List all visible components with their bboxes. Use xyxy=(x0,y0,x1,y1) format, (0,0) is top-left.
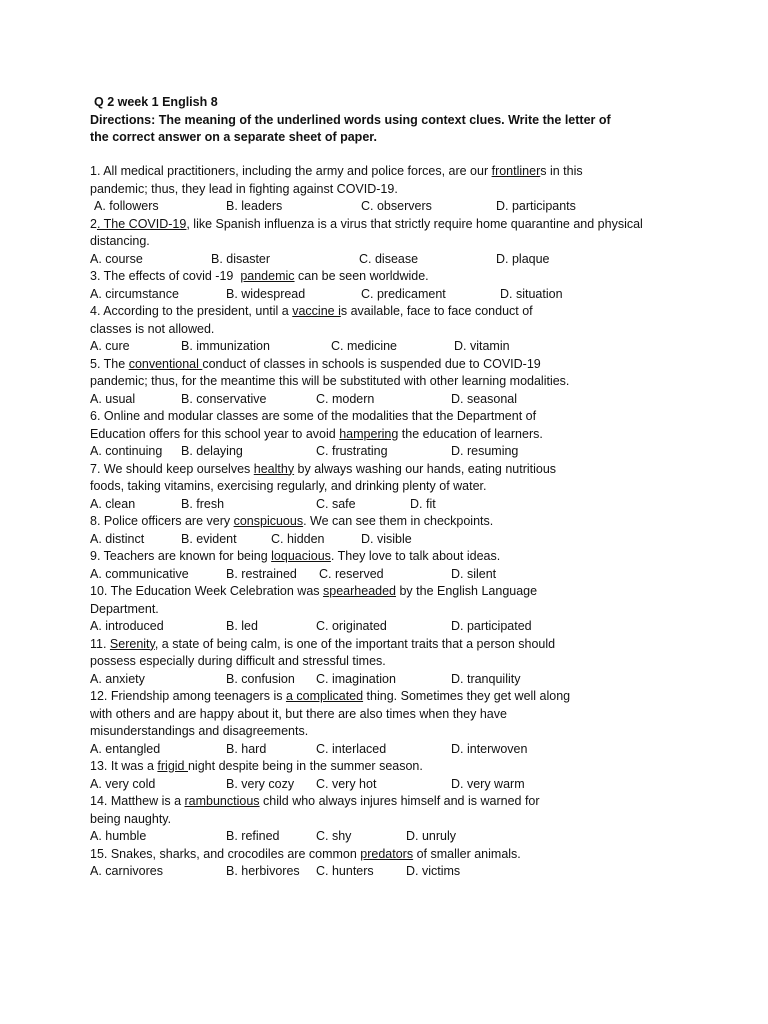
answer-choice: C. medicine xyxy=(331,339,397,353)
answer-choices xyxy=(90,863,650,881)
answer-choice: C. originated xyxy=(316,619,387,633)
answer-choice: D. silent xyxy=(451,566,497,581)
question-item xyxy=(90,758,650,793)
underlined-word: . The COVID-19, xyxy=(96,216,190,231)
underlined-word: spearheaded xyxy=(323,584,396,598)
question-text: 6. Online and modular classes are some of the modalities that the Department of xyxy=(90,409,537,423)
question-text: 3. The effects of covid -19 xyxy=(90,269,241,283)
question-text-line xyxy=(90,373,650,391)
answer-choice: C. shy xyxy=(316,829,352,843)
question-item xyxy=(90,636,650,689)
question-text: possess especially during difficult and stressful times. xyxy=(90,654,386,668)
underlined-word: vaccine i xyxy=(292,304,341,318)
question-text-line xyxy=(90,688,650,706)
question-text: , a state of being calm, is one of the important traits that a person should xyxy=(154,636,556,651)
worksheet-header xyxy=(90,94,650,147)
question-text: . We can see them in checkpoints. xyxy=(303,514,494,528)
question-text: 12. Friendship among teenagers is xyxy=(90,689,286,703)
answer-choice: B. delaying xyxy=(181,444,243,458)
answer-choice: C. disease xyxy=(359,251,419,266)
answer-choice: B. led xyxy=(226,619,258,633)
question-text-line xyxy=(90,478,650,496)
question-text: s in this xyxy=(540,164,583,178)
question-text-line xyxy=(90,723,650,741)
answer-choice: A. introduced xyxy=(90,619,164,633)
question-text: classes is not allowed. xyxy=(90,321,215,336)
answer-choice: C. hunters xyxy=(316,864,374,878)
answer-choices xyxy=(90,496,650,514)
answer-choice: A. course xyxy=(90,251,143,266)
question-text: pandemic; thus, for the meantime this will be substituted with other learning modalities. xyxy=(90,374,570,388)
answer-choice: C. safe xyxy=(316,496,356,511)
question-item xyxy=(90,216,650,269)
question-text: 13. It was a xyxy=(90,759,158,773)
answer-choice: A. clean xyxy=(90,496,136,511)
question-text-line xyxy=(90,426,650,444)
answer-choice: B. restrained xyxy=(226,566,297,581)
question-text: being naughty. xyxy=(90,811,172,826)
answer-choices xyxy=(90,338,650,356)
answer-choices xyxy=(90,828,650,846)
question-text: pandemic; thus, they lead in fighting against COVID-19. xyxy=(90,181,398,196)
page-title: Q 2 week 1 English 8 xyxy=(94,95,218,109)
answer-choice: A. continuing xyxy=(90,444,163,458)
answer-choice: B. herbivores xyxy=(226,864,300,878)
question-text: like Spanish influenza is a virus that strictly require home quarantine and physical xyxy=(189,216,643,231)
answer-choice: A. circumstance xyxy=(90,286,179,301)
question-text-line xyxy=(90,356,650,374)
answer-choice: C. hidden xyxy=(271,531,325,546)
question-item xyxy=(90,513,650,548)
answer-choice: A. anxiety xyxy=(90,671,145,686)
underlined-word: conspicuous xyxy=(233,514,304,528)
question-text-line xyxy=(90,216,650,234)
answer-choice: C. frustrating xyxy=(316,444,388,458)
answer-choices xyxy=(90,198,650,216)
answer-choice: A. cure xyxy=(90,339,130,353)
answer-choice: C. interlaced xyxy=(316,741,387,756)
question-item xyxy=(90,793,650,846)
answer-choice: A. communicative xyxy=(90,566,189,581)
question-item xyxy=(90,846,650,881)
underlined-word: conventional xyxy=(128,356,203,371)
answer-choice: D. very warm xyxy=(451,776,525,791)
question-text-line xyxy=(90,303,650,321)
answer-choices xyxy=(90,286,650,304)
question-text-line xyxy=(90,636,650,654)
answer-choice: B. leaders xyxy=(226,199,283,213)
question-item xyxy=(90,461,650,514)
answer-choice: D. participants xyxy=(496,199,576,213)
answer-choices xyxy=(90,741,650,759)
answer-choice: D. unruly xyxy=(406,829,457,843)
question-text-line xyxy=(90,583,650,601)
underlined-word: Serenity xyxy=(109,636,155,651)
answer-choice: C. observers xyxy=(361,199,432,213)
underlined-word: a complicated xyxy=(285,689,364,703)
question-text: foods, taking vitamins, exercising regularly, and drinking plenty of water. xyxy=(90,479,487,493)
answer-choice: A. usual xyxy=(90,391,136,406)
answer-choice: D. interwoven xyxy=(451,741,528,756)
answer-choice: D. fit xyxy=(410,496,436,511)
question-item xyxy=(90,548,650,583)
directions-line: Directions: The meaning of the underlined words using context clues. Write the letter of xyxy=(90,112,611,127)
answer-choices xyxy=(90,391,650,409)
question-text-line xyxy=(90,408,650,426)
answer-choice: B. confusion xyxy=(226,671,295,686)
answer-choice: D. plaque xyxy=(496,251,550,266)
question-text: 11. xyxy=(90,636,110,651)
underlined-word: loquacious xyxy=(271,549,331,563)
question-text: 7. We should keep ourselves xyxy=(90,461,254,476)
question-item xyxy=(90,163,650,216)
question-item xyxy=(90,303,650,356)
question-text-line xyxy=(90,461,650,479)
question-text: 5. The xyxy=(90,356,129,371)
question-text-line xyxy=(90,233,650,251)
question-text-line xyxy=(90,513,650,531)
answer-choice: D. situation xyxy=(500,286,563,301)
question-text: child who always injures himself and is warned for xyxy=(259,794,540,808)
answer-choice: B. fresh xyxy=(181,496,225,511)
question-text: s available, face to face conduct of xyxy=(340,304,533,318)
question-text: 1. All medical practitioners, including the army and police forces, are our xyxy=(90,164,492,178)
answer-choice: D. seasonal xyxy=(451,391,518,406)
answer-choice: C. very hot xyxy=(316,776,377,791)
answer-choice: D. tranquility xyxy=(451,671,521,686)
question-item xyxy=(90,408,650,461)
answer-choices xyxy=(90,251,650,269)
answer-choice: B. refined xyxy=(226,829,280,843)
question-text-line xyxy=(90,601,650,619)
question-text: Education offers for this school year to avoid xyxy=(90,426,340,441)
question-text-line xyxy=(90,846,650,864)
question-text: 14. Matthew is a xyxy=(90,794,185,808)
answer-choices xyxy=(90,531,650,549)
answer-choice: A. very cold xyxy=(90,776,156,791)
question-text: 10. The Education Week Celebration was xyxy=(90,584,324,598)
question-text: by the English Language xyxy=(396,584,538,598)
answer-choice: B. immunization xyxy=(181,339,270,353)
question-text-line xyxy=(90,321,650,339)
question-text: . They love to talk about ideas. xyxy=(330,549,501,563)
answer-choices xyxy=(90,671,650,689)
answer-choice: B. evident xyxy=(181,531,237,546)
question-text: 2 xyxy=(90,216,97,231)
answer-choice: A. entangled xyxy=(90,741,161,756)
question-text: 9. Teachers are known for being xyxy=(90,549,272,563)
underlined-word: pandemic xyxy=(240,269,295,283)
underlined-word: frigid xyxy=(157,759,188,773)
answer-choice: B. very cozy xyxy=(226,776,295,791)
answer-choice: A. humble xyxy=(90,829,147,843)
answer-choices xyxy=(90,618,650,636)
question-text: Department. xyxy=(90,601,159,616)
answer-choice: B. disaster xyxy=(211,251,271,266)
question-text: night despite being in the summer season. xyxy=(187,759,423,773)
question-text-line xyxy=(90,793,650,811)
question-text: 4. According to the president, until a xyxy=(90,304,293,318)
question-text-line xyxy=(90,548,650,566)
underlined-word: predators xyxy=(360,846,414,861)
answer-choice: A. carnivores xyxy=(90,864,163,878)
directions-line: the correct answer on a separate sheet of paper. xyxy=(90,130,377,144)
answer-choice: C. imagination xyxy=(316,671,396,686)
question-text-line xyxy=(90,758,650,776)
question-item xyxy=(90,688,650,758)
answer-choice: C. reserved xyxy=(319,566,384,581)
underlined-word: hampering xyxy=(339,426,399,441)
question-item xyxy=(90,268,650,303)
question-text: 15. Snakes, sharks, and crocodiles are common xyxy=(90,846,361,861)
answer-choice: D. victims xyxy=(406,864,461,878)
underlined-word: frontliner xyxy=(491,164,541,178)
question-text: thing. Sometimes they get well along xyxy=(363,689,571,703)
underlined-word: rambunctious xyxy=(184,794,260,808)
answer-choice: C. predicament xyxy=(361,286,446,301)
answer-choice: D. vitamin xyxy=(454,339,510,353)
question-text-line xyxy=(90,268,650,286)
question-text-line xyxy=(90,653,650,671)
question-item xyxy=(90,583,650,636)
question-text-line xyxy=(90,163,650,181)
question-item xyxy=(90,356,650,409)
answer-choice: A. followers xyxy=(94,199,159,213)
question-text: misunderstandings and disagreements. xyxy=(90,724,309,738)
answer-choices xyxy=(90,566,650,584)
question-text: conduct of classes in schools is suspended due to COVID-19 xyxy=(202,356,541,371)
question-text: can be seen worldwide. xyxy=(294,269,429,283)
question-text: by always washing our hands, eating nutritious xyxy=(294,461,557,476)
answer-choices xyxy=(90,776,650,794)
underlined-word: healthy xyxy=(253,461,295,476)
answer-choice: D. participated xyxy=(451,619,532,633)
question-text: 8. Police officers are very xyxy=(90,514,234,528)
answer-choice: B. hard xyxy=(226,741,267,756)
answer-choice: D. visible xyxy=(361,531,412,546)
question-text-line xyxy=(90,811,650,829)
answer-choices xyxy=(90,443,650,461)
question-text-line xyxy=(90,706,650,724)
answer-choice: B. conservative xyxy=(181,391,267,406)
answer-choice: C. modern xyxy=(316,391,375,406)
answer-choice: A. distinct xyxy=(90,531,145,546)
question-text-line xyxy=(90,181,650,199)
answer-choice: D. resuming xyxy=(451,444,519,458)
question-text: distancing. xyxy=(90,234,150,248)
question-list xyxy=(90,163,650,881)
question-text: with others and are happy about it, but there are also times when they have xyxy=(90,706,507,721)
answer-choice: B. widespread xyxy=(226,286,306,301)
question-text: of smaller animals. xyxy=(413,846,521,861)
question-text: the education of learners. xyxy=(398,426,543,441)
